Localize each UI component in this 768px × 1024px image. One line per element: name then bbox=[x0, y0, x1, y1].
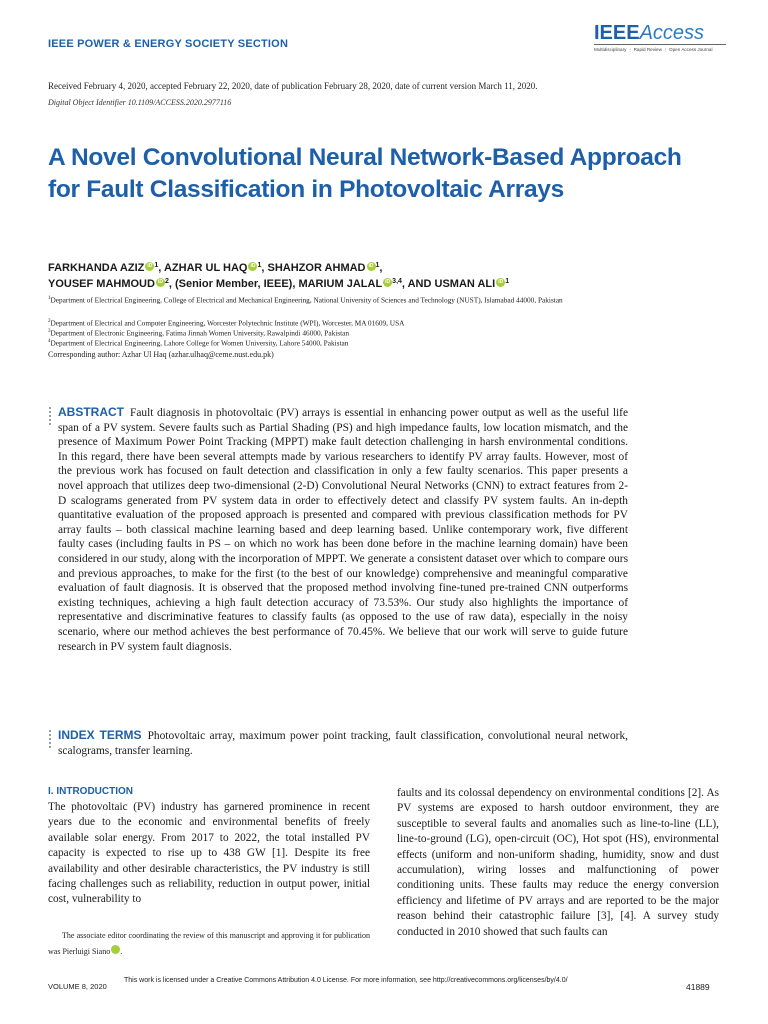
logo-access-text: Access bbox=[639, 22, 705, 44]
author-affiliation-mark: 1 bbox=[375, 262, 380, 269]
logo-rule bbox=[594, 44, 726, 45]
orcid-icon[interactable]: iD bbox=[250, 263, 256, 269]
index-terms-dots-icon bbox=[48, 730, 52, 750]
author-affiliation-mark: 2 bbox=[164, 278, 169, 285]
index-terms bbox=[58, 728, 628, 758]
orcid-icon[interactable]: iD bbox=[147, 263, 153, 269]
author-affiliation-mark: 1 bbox=[154, 262, 159, 269]
affiliation-text: Department of Electrical and Computer Engineering, Worcester Polytechnic Institute (WPI), Worcester, MA 01609, USA bbox=[50, 318, 405, 328]
footer-page-number: 41889 bbox=[686, 982, 710, 992]
journal-logo bbox=[594, 22, 726, 44]
intro-heading: I. INTRODUCTION bbox=[48, 786, 133, 797]
paper-title: A Novel Convolutional Neural Network-Based Approach for Fault Classification in Photovoltaic Arrays bbox=[48, 144, 682, 203]
publication-dates: Received February 4, 2020, accepted February 22, 2020, date of publication February 28, 2020, date of current version March 11, 2020. bbox=[48, 81, 538, 91]
doi[interactable]: Digital Object Identifier 10.1109/ACCESS.2020.2977116 bbox=[48, 98, 232, 107]
logo-ieee-text: IEEE bbox=[594, 22, 640, 44]
editor-footnote: The associate editor coordinating the review of this manuscript and approving it for publication was Pierluigi Siano iD. bbox=[48, 931, 370, 956]
author-affiliation-mark: 1 bbox=[257, 262, 262, 269]
orcid-icon[interactable]: iD bbox=[498, 279, 504, 285]
corresponding-author: Corresponding author: Azhar Ul Haq (azhar.ulhaq@ceme.nust.edu.pk) bbox=[48, 350, 274, 359]
author-affiliation-mark: 1 bbox=[505, 278, 510, 285]
footnote-text: The associate editor coordinating the review of this manuscript and approving it for publication was Pierluigi Siano bbox=[48, 931, 370, 956]
author-name[interactable]: SHAHZOR AHMAD bbox=[267, 262, 366, 274]
author-name[interactable]: YOUSEF MAHMOUD bbox=[48, 278, 155, 290]
author-name[interactable]: AZHAR UL HAQ bbox=[163, 262, 248, 274]
section-label: IEEE POWER & ENERGY SOCIETY SECTION bbox=[48, 38, 289, 50]
abstract-heading: ABSTRACT bbox=[58, 405, 124, 419]
author-line-2 bbox=[48, 278, 509, 290]
abstract-dots-icon bbox=[48, 407, 52, 427]
affiliation-number: 1 bbox=[48, 296, 51, 301]
orcid-icon[interactable]: iD bbox=[157, 279, 163, 285]
intro-left-column: The photovoltaic (PV) industry has garnered prominence in recent years due to the economic and environmental benefits of freely available solar energy. From 2017 to 2022, the total installed PV capacity is expected to rise up to 438 GW [1]. Despite its free availability and other desirable characteristics, the PV industry is still facing challenges such as reliability, reduction in output power, initial cost, vulnerability to bbox=[48, 801, 370, 906]
abstract bbox=[58, 405, 628, 654]
affiliation-text: Department of Electrical Engineering, Lahore College for Women University, Lahore 54000, Pakistan bbox=[50, 338, 349, 348]
orcid-icon[interactable]: iD bbox=[368, 263, 374, 269]
author-affiliation-mark: 3,4 bbox=[392, 278, 402, 285]
author-name[interactable]: MARIUM JALAL bbox=[298, 278, 383, 290]
intro-right-column: faults and its colossal dependency on environmental conditions [2]. As PV systems are exposed to harsh outdoor environment, they are susceptible to several faults and anomalies such as line-to-line (LL), line-to-ground (LG), open-circuit (OC), Hot spot (HS), environmental effects (uniform and non-uniform shading, humidity, snow and dust accumulation), wiring losses and malfunctioning of power conditioning units. These faults may reduce the energy conversion efficiency and lifetime of PV arrays and are reported to be the major reason behind their catastrophic failure [3], [4]. A survey study conducted in 2010 showed that such faults can bbox=[397, 787, 719, 938]
affiliation-4 bbox=[48, 337, 628, 348]
footer-license[interactable]: This work is licensed under a Creative Commons Attribution 4.0 License. For more information, see http://creativecommons.org/licenses/by/4.0/ bbox=[124, 977, 568, 984]
logo-tagline: Multidisciplinary ⋮ Rapid Review ⋮ Open Access Journal bbox=[594, 47, 713, 52]
index-terms-heading: INDEX TERMS bbox=[58, 728, 142, 742]
footer-volume: VOLUME 8, 2020 bbox=[48, 982, 107, 991]
orcid-icon[interactable]: iD bbox=[111, 945, 120, 954]
affiliation-number: 3 bbox=[48, 329, 51, 334]
affiliation-text: Department of Electrical Engineering, College of Electrical and Mechanical Engineering, National University of Sciences and Technology (NUST), Islamabad 44000, Pakistan bbox=[50, 295, 563, 305]
author-conjunction: , AND bbox=[401, 278, 435, 290]
affiliation-number: 2 bbox=[48, 319, 51, 324]
author-name[interactable]: USMAN ALI bbox=[434, 278, 496, 290]
affiliation-text: Department of Electronic Engineering, Fatima Jinnah Women University, Rawalpindi 46000, Pakistan bbox=[50, 328, 350, 338]
affiliation-1 bbox=[48, 294, 628, 305]
index-terms-text: Photovoltaic array, maximum power point tracking, fault classification, convolutional neural network, scalograms, transfer learning. bbox=[58, 730, 628, 757]
affiliation-number: 4 bbox=[48, 339, 51, 344]
abstract-text: Fault diagnosis in photovoltaic (PV) arrays is essential in enhancing power output as well as the useful life span of a PV system. Severe faults such as Partial Shading (PS) and high impedance faults, low location mismatch, and the presence of Maximum Power Point Tracking (MPPT) make fault detection challenging in harsh environmental conditions. In this regard, there have been several attempts made by various researchers to identify PV array faults. However, most of the previous work has focused on fault detection and classification in only a few faulty scenarios. This paper presents a novel approach that utilizes deep two-dimensional (2-D) Convolutional Neural Networks (CNN) to extract features from 2-D scalograms generated from PV system data in order to effectively detect and classify PV system faults. An in-depth quantitative evaluation of the proposed approach is presented and compared with previous classification methods for PV array faults – both classical machine learning based and deep learning based. Unlike contemporary work, five different faulty cases (including faults in PS – on which no work has been done before in the machine learning domain) have been considered in our study, along with the incorporation of MPPT. We generate a consistent dataset over which to compare ours and previous approaches, to make for the first (to the best of our knowledge) comprehensive and meaningful comparative evaluation of fault diagnosis. It is observed that the proposed method involving fine-tuned pre-trained CNN outperforms existing techniques, achieving a high fault detection accuracy of 73.53%. Our study also highlights the importance of representative and discriminative features to classify faults (as opposed to the use of raw data), especially in the noisy scenario, where our method achieves the best performance of 70.45%. We believe that our work will serve to guide future research in PV system fault diagnosis. bbox=[58, 407, 628, 653]
author-note: , (Senior Member, IEEE), bbox=[168, 278, 299, 290]
orcid-icon[interactable]: iD bbox=[385, 279, 391, 285]
author-line-1: FARKHANDA AZIZ iD $^1$, AZHAR UL HAQ iD $^1$, SHAHZOR AHMAD iD $^1$, bbox=[48, 262, 383, 274]
author-name[interactable]: FARKHANDA AZIZ bbox=[48, 262, 145, 274]
